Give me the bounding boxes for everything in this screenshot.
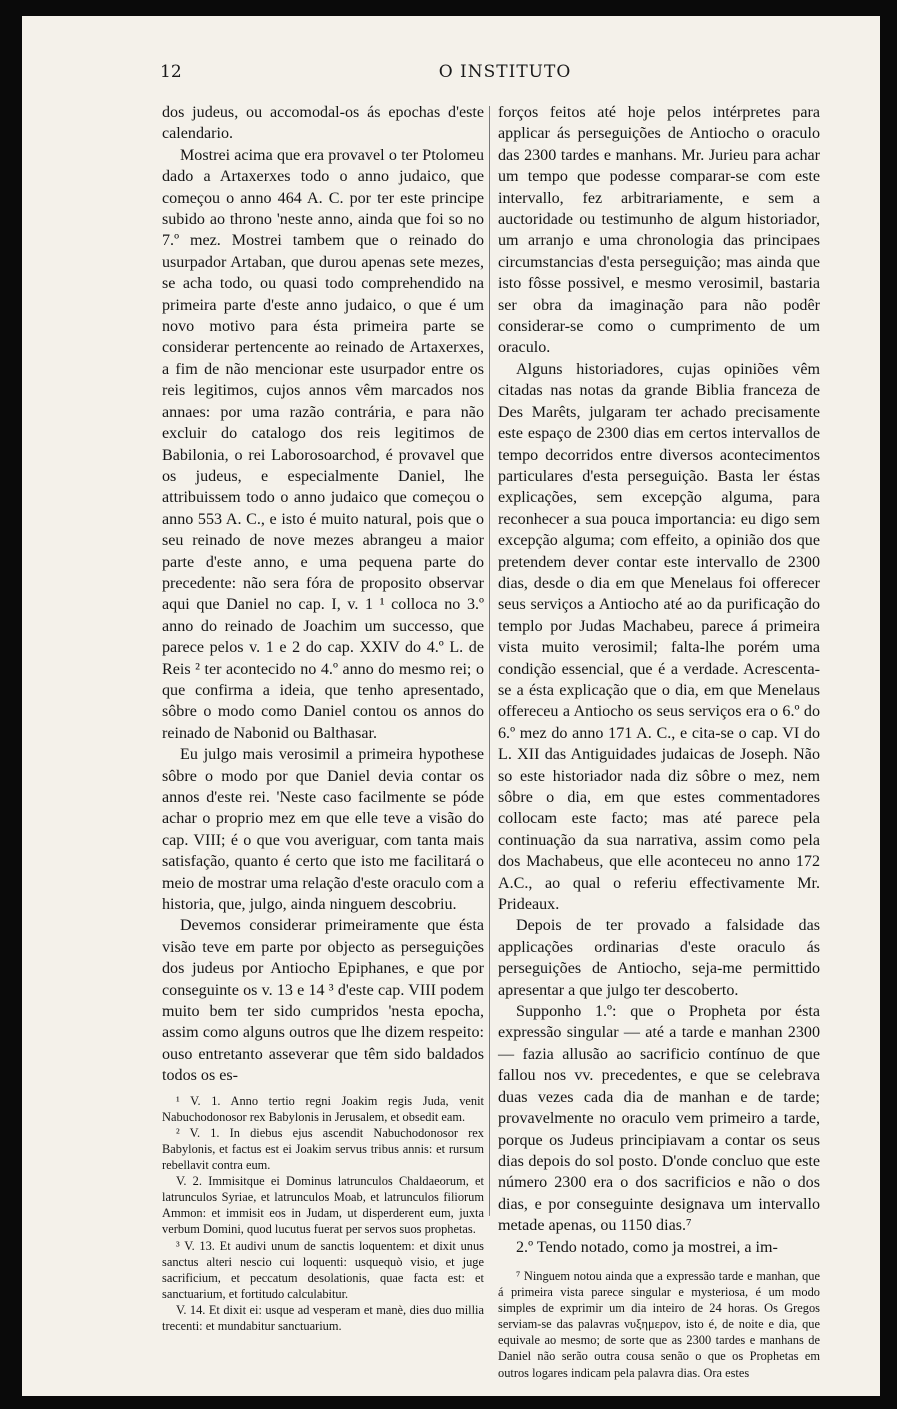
book-page: [22, 16, 880, 1396]
paragraph: Mostrei acima que era provavel o ter Ptolomeu dado a Artaxerxes todo o anno judaico, que começou o anno 464 A. C. por ter este principe subido ao throno 'neste anno, ainda que foi so no 7.º mez. Mostrei tambem que o reinado do usurpador Artaban, que durou apenas sete mezes, se acha todo, ou quasi todo comprehendido na primeira parte d'este anno judaico, o que é um novo motivo para ésta primeira parte se considerar pertencente ao reinado de Artaxerxes, a fim de não mencionar este usurpador entre os reis legitimos, cujos annos vêm marcados nos annaes: por uma razão contrária, e para não excluir do catalogo dos reis legitimos de Babilonia, o rei Laborosoarchod, é provavel que os judeus, e especialmente Daniel, lhe attribuissem todo o anno judaico que começou o anno 553 A. C., e isto é muito natural, pois que o seu reinado de nove mezes abrangeu a maior parte d'este anno, e uma pequena parte do precedente: não sera fóra de proposito observar aqui que Daniel no cap. I, v. 1 ¹ colloca no 3.º anno do reinado de Joachim um successo, que parece pelos v. 1 e 2 do cap. XXIV do 4.º L. de Reis ² ter acontecido no 4.º anno do mesmo rei; o que confirma a ideia, que tenho apresentado, sôbre o modo como Daniel contou os annos do reinado de Nabonid ou Balthasar.: [162, 146, 484, 742]
page-number: 12: [160, 62, 182, 82]
left-column: [162, 102, 484, 1334]
footnote: ² V. 1. In diebus ejus ascendit Nabuchodonosor rex Babylonis, et factus est ei Joakim servus tribus annis: et rursum rebellavit contra eum.: [162, 1125, 484, 1173]
footnote: V. 2. Immisitque ei Dominus latrunculos Chaldaeorum, et latrunculos Syriae, et latrunculos Moab, et latrunculos filiorum Ammon: et immisit eos in Judam, ut disperderent eum, juxta verbum Domini, quod lucutus fuerat per servos suos prophetas.: [162, 1174, 484, 1237]
paragraph: Eu julgo mais verosimil a primeira hypothese sôbre o modo por que Daniel devia contar os annos d'este rei. 'Neste caso facilmente se póde achar o proprio mez em que elle teve a visão do cap. VIII; é o que vou averiguar, com tanta mais satisfação, quanto é certo que isto me facilitará o meio de mostrar uma relação d'este oraculo com a historia, que, julgo, ainda ninguem descobriu.: [162, 746, 484, 914]
paragraph: forços feitos até hoje pelos intérpretes para applicar ás perseguições de Antiocho o oraculo das 2300 tardes e manhans. Mr. Jurieu para achar um tempo que podesse comparar-se com este intervallo, fez arbitrariamente, e sem a auctoridade ou testimunho de algum historiador, um arranjo e uma chronologia das principaes circumstancias d'esta perseguição; mas ainda que isto fôsse possivel, e mesmo verosimil, bastaria ser obra da imaginação para não podêr considerar-se como o cumprimento de um oraculo.: [498, 104, 820, 357]
column-divider: [489, 106, 490, 1216]
paragraph: dos judeus, ou accomodal-os ás epochas d'este calendario.: [162, 104, 484, 143]
footnotes-left: [162, 1093, 484, 1334]
footnote: ¹ V. 1. Anno tertio regni Joakim regis Juda, venit Nabuchodonosor rex Babylonis in Jerusalem, et obsedit eam.: [162, 1093, 484, 1124]
page-header: [160, 62, 850, 96]
footnote: ³ V. 13. Et audivi unum de sanctis loquentem: et dixit unus sanctus alteri nescio cui loquenti: usquequò visio, et juge sacrificium, et peccatum desolationis, quae facta est: et sanctuarium, et fortitudo calculabitur.: [162, 1238, 484, 1301]
footnote: ⁷ Ninguem notou ainda que a expressão tarde e manhan, que á primeira vista parece singular e mysteriosa, é um modo simples de exprimir um dia inteiro de 24 horas. Os Gregos serviam-se das palavras νυξημερον, isto é, de noite e dia, que equivale ao mesmo; de sorte que as 2300 tardes e manhans de Daniel não serão outra cousa senão o que os Prophetas em outros logares indicam pela palavra dias. Ora estes: [498, 1268, 820, 1380]
paragraph: 2.º Tendo notado, como ja mostrei, a im-: [516, 1238, 778, 1256]
right-column: [498, 102, 820, 1381]
paragraph: Supponho 1.º: que o Propheta por ésta expressão singular — até a tarde e manhan 2300 — fazia allusão ao sacrificio contínuo de que fallou nos vv. precedentes, e que se celebrava duas vezes cada dia de manhan e de tarde; provavelmente no oraculo vem primeiro a tarde, porque os Judeus principiavam a contar os seus dias depois do sol posto. D'onde concluo que este número 2300 era o dos sacrificios e não o dos dias, e por conseguinte designava um intervallo metade apenas, ou 1150 dias.⁷: [498, 1003, 820, 1235]
paragraph: Depois de ter provado a falsidade das applicações ordinarias d'este oraculo ás perseguições de Antiocho, seja-me permittido apresentar a que julgo ter descoberto.: [498, 917, 820, 999]
running-title: O INSTITUTO: [438, 62, 572, 82]
paragraph: Devemos considerar primeiramente que ésta visão teve em parte por objecto as perseguições dos judeus por Antiocho Epiphanes, e que por conseguinte os v. 13 e 14 ³ d'este cap. VIII podem muito bem ter sido cumpridos 'nesta epocha, assim como alguns outros que lhe dizem respeito: ouso entretanto asseverar que têm sido baldados todos os es-: [162, 917, 484, 1085]
paragraph: Alguns historiadores, cujas opiniões vêm citadas nas notas da grande Biblia franceza de Des Marêts, julgaram ter achado precisamente este espaço de 2300 dias em certos intervallos de tempo decorridos entre diversos acontecimentos particulares d'esta perseguição. Basta ler éstas explicações, sem excepção alguma, para reconhecer a sua pouca importancia: eu digo sem excepção alguma; com effeito, a opinião dos que pretendem dever contar este intervallo de 2300 dias, desde o dia em que Menelaus foi offerecer seus serviços a Antiocho até ao da purificação do templo por Judas Machabeu, parece á primeira vista muito verosimil; falta-lhe porém uma condição essencial, que é a verdade. Acrescenta-se a ésta explicação que o dia, em que Menelaus offereceu a Antiocho os seus serviços era o 6.º do 6.º mez do anno 171 A. C., e cita-se o cap. VI do L. XII das Antiguidades judaicas de Joseph. Não so este historiador nada diz sôbre o mez, nem sôbre o dia, em que estes commentadores collocam este facto; mas até parece pela continuação da sua narrativa, assim como pela dos Machabeus, que elle aconteceu no anno 172 A.C., ao qual o referiu effectivamente Mr. Prideaux.: [498, 360, 820, 914]
footnotes-right: [498, 1268, 820, 1381]
footnote: V. 14. Et dixit ei: usque ad vesperam et manè, dies duo millia trecenti: et mundabitur sanctuarium.: [162, 1302, 484, 1333]
